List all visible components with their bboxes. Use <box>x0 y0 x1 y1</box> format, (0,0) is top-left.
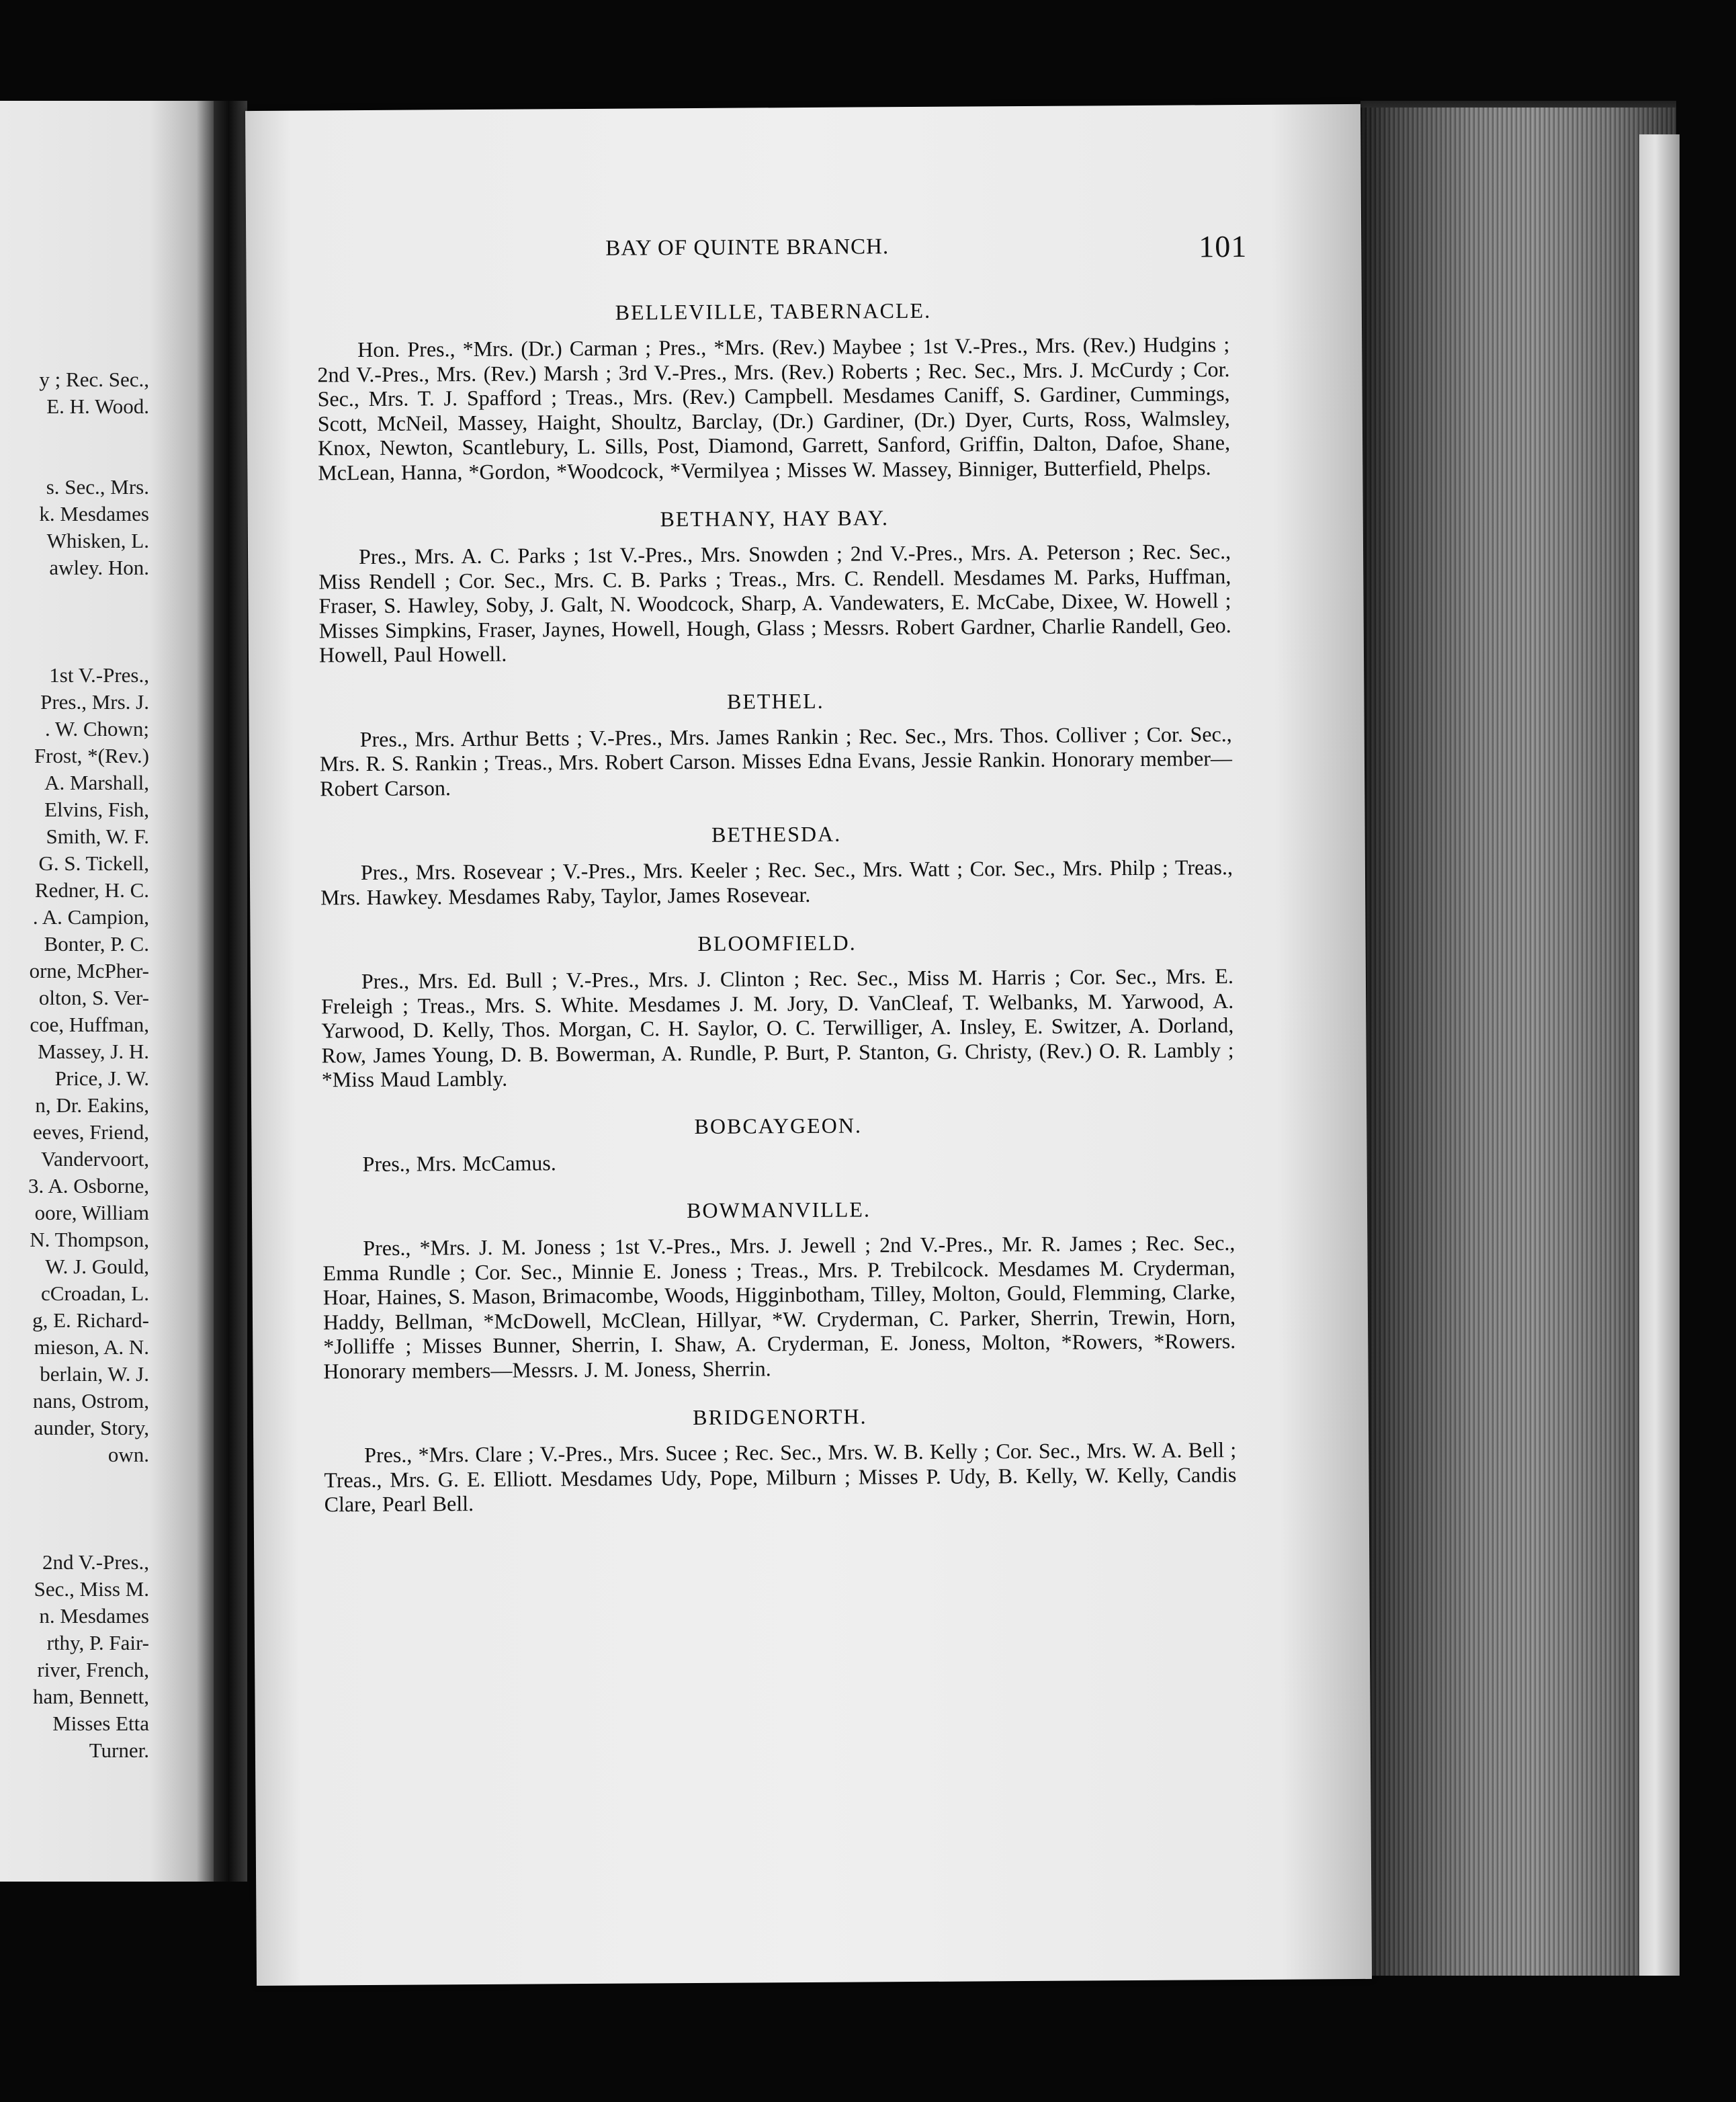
back-cover-edge <box>1639 134 1680 1976</box>
previous-page-line: g, E. Richard- <box>32 1308 149 1332</box>
section-heading: BRIDGENORTH. <box>693 1404 867 1430</box>
section-belleville-tabernacle <box>317 296 1231 485</box>
previous-page-line: s. Sec., Mrs. <box>46 475 149 499</box>
previous-page-line: Elvins, Fish, <box>44 798 149 821</box>
section-bobcaygeon <box>322 1111 1235 1177</box>
previous-page-line: 3. A. Osborne, <box>28 1174 149 1197</box>
previous-page-line: cCroadan, L. <box>41 1281 149 1305</box>
previous-page-line: Turner. <box>89 1738 149 1762</box>
section-text: Pres., Mrs. McCamus. <box>362 1150 556 1176</box>
previous-page-line: n, Dr. Eakins, <box>35 1093 149 1117</box>
previous-page-line: Vandervoort, <box>41 1147 149 1171</box>
section-heading: BELLEVILLE, TABERNACLE. <box>615 298 932 325</box>
section-text: Pres., *Mrs. J. M. Joness ; 1st V.-Pres., Mrs. J. Jewell ; 2nd V.-Pres., Mr. R. James ; Rec. Sec., Emma Rundle ; Cor. Sec., Minnie E. Joness ; Treas., Mrs. P. Trebilcock. Mesdames M. Cryderman, Hoar, Haines, S. Mason, Brimacombe, Woods, Higginbotham, Tilley, Molton, Gould, Flemming, Clarke, Haddy, Bellman, *McDowell, McClean, Hillyar, *W. Cryderman, C. Parker, Sherrin, Trewin, Horn, *Jolliffe ; Misses Bunner, Sherrin, I. Shaw, A. Cryderman, E. Joness, Molton, *Rowers, *Rowers. Honorary members—Messrs. J. M. Joness, Sherrin. <box>322 1230 1236 1383</box>
previous-page <box>0 101 214 1882</box>
section-text: Pres., Mrs. A. C. Parks ; 1st V.-Pres., Mrs. Snowden ; 2nd V.-Pres., Mrs. A. Peterson ; Rec. Sec., Miss Rendell ; Cor. Sec., Mrs. C. B. Parks ; Treas., Mrs. C. Rendell. Mesdames M. Parks, Huffman, Fraser, S. Hawley, Soby, J. Galt, N. Woodcock, Sharp, A. Vandewaters, E. McCabe, Dixee, W. Howell ; Misses Simpkins, Fraser, Jaynes, Howell, Hough, Glass ; Messrs. Robert Gardner, Charlie Randell, Geo. Howell, Paul Howell. <box>318 539 1231 667</box>
section-bloomfield <box>320 928 1233 1092</box>
section-heading: BETHANY, HAY BAY. <box>660 505 889 532</box>
previous-page-line: oore, William <box>34 1201 149 1224</box>
previous-page-line: own. <box>107 1443 149 1466</box>
previous-page-line: Smith, W. F. <box>46 825 149 848</box>
previous-page-line: y ; Rec. Sec., <box>39 368 149 391</box>
section-heading: BOWMANVILLE. <box>687 1197 871 1223</box>
previous-page-line: n. Mesdames <box>39 1604 149 1628</box>
previous-page-line: . A. Campion, <box>32 905 149 929</box>
previous-page-line: Sec., Miss M. <box>34 1577 149 1601</box>
previous-page-line: ham, Bennett, <box>32 1685 149 1708</box>
previous-page-line: W. J. Gould, <box>45 1255 149 1278</box>
page-content <box>317 296 1237 1541</box>
previous-page-line: A. Marshall, <box>44 771 149 794</box>
previous-page-line: berlain, W. J. <box>40 1362 149 1386</box>
section-heading: BETHEL. <box>726 688 824 714</box>
previous-page-line: coe, Huffman, <box>30 1013 149 1036</box>
previous-page-line: eeves, Friend, <box>32 1120 149 1144</box>
section-text: Pres., Mrs. Rosevear ; V.-Pres., Mrs. Keeler ; Rec. Sec., Mrs. Watt ; Cor. Sec., Mrs. Philp ; Treas., Mrs. Hawkey. Mesdames Raby, Taylor, James Rosevear. <box>320 855 1233 909</box>
section-bethany-hay-bay <box>318 503 1231 667</box>
previous-page-line: aunder, Story, <box>34 1416 149 1439</box>
previous-page-line: k. Mesdames <box>39 502 149 526</box>
running-head <box>246 228 1361 264</box>
previous-page-line: river, French, <box>37 1658 149 1681</box>
previous-page-line: Whisken, L. <box>46 529 149 552</box>
section-bridgenorth <box>324 1402 1237 1517</box>
section-heading: BOBCAYGEON. <box>694 1112 863 1138</box>
previous-page-line: mieson, A. N. <box>34 1335 149 1359</box>
book-gutter <box>214 101 247 1882</box>
section-text: Pres., Mrs. Ed. Bull ; V.-Pres., Mrs. J. Clinton ; Rec. Sec., Miss M. Harris ; Cor. Sec., Mrs. E. Freleigh ; Treas., Mrs. S. White. Mesdames J. M. Jory, D. VanCleaf, T. Welbanks, M. Yarwood, A. Yarwood, D. Kelly, Thos. Morgan, C. H. Saylor, O. C. Terwilliger, A. Insley, E. Switzer, A. Dorland, Row, James Young, D. B. Bowerman, A. Rundle, P. Burt, P. Stanton, G. Christy, (Rev.) O. R. Lambly ; *Miss Maud Lambly. <box>321 964 1234 1092</box>
page-101 <box>245 104 1372 1986</box>
previous-page-line: Frost, *(Rev.) <box>34 744 149 767</box>
section-text: Pres., Mrs. Arthur Betts ; V.-Pres., Mrs. James Rankin ; Rec. Sec., Mrs. Thos. Colliver ; Cor. Sec., Mrs. R. S. Rankin ; Treas., Mrs. Robert Carson. Misses Edna Evans, Jessie Rankin. Honorary member—Robert Carson. <box>319 721 1233 800</box>
section-bethesda <box>320 819 1233 909</box>
previous-page-line: Bonter, P. C. <box>44 932 149 956</box>
previous-page-line: awley. Hon. <box>49 556 149 579</box>
previous-page-line: Pres., Mrs. J. <box>40 690 149 714</box>
previous-page-line: Price, J. W. <box>54 1066 149 1090</box>
previous-page-line: orne, McPher- <box>29 959 149 982</box>
section-bethel <box>319 686 1232 801</box>
previous-page-line: . W. Chown; <box>44 717 149 741</box>
previous-page-line: olton, S. Ver- <box>38 986 149 1009</box>
section-heading: BLOOMFIELD. <box>697 930 857 956</box>
previous-page-line: N. Thompson, <box>30 1228 149 1251</box>
page-number: 101 <box>1199 228 1248 264</box>
page-edges <box>1360 108 1676 1976</box>
section-text: Pres., *Mrs. Clare ; V.-Pres., Mrs. Sucee ; Rec. Sec., Mrs. W. B. Kelly ; Cor. Sec., Mrs. W. A. Bell ; Treas., Mrs. G. E. Elliott. Mesdames Udy, Pope, Milburn ; Misses P. Udy, B. Kelly, W. Kelly, Candis Clare, Pearl Bell. <box>324 1437 1237 1517</box>
section-bowmanville <box>322 1195 1236 1383</box>
previous-page-line: E. H. Wood. <box>46 394 149 418</box>
previous-page-line: nans, Ostrom, <box>32 1389 149 1413</box>
running-title: BAY OF QUINTE BRANCH. <box>605 235 889 261</box>
previous-page-line: Misses Etta <box>52 1712 149 1735</box>
previous-page-line: rthy, P. Fair- <box>46 1631 149 1654</box>
section-heading: BETHESDA. <box>711 821 842 847</box>
section-text: Hon. Pres., *Mrs. (Dr.) Carman ; Pres., *Mrs. (Rev.) Maybee ; 1st V.-Pres., Mrs. (Rev.) Hudgins ; 2nd V.-Pres., Mrs. (Rev.) Marsh ; 3rd V.-Pres., Mrs. (Rev.) Roberts ; Rec. Sec., Mrs. J. McCurdy ; Cor. Sec., Mrs. T. J. Spafford ; Treas., Mrs. (Rev.) Campbell. Mesdames Caniff, S. Gardiner, Cummings, Scott, McNeil, Massey, Haight, Shoultz, Barclay, (Dr.) Gardiner, (Dr.) Dyer, Curts, Ross, Walmsley, Knox, Newton, Scantlebury, L. Sills, Post, Diamond, Garrett, Sanford, Griffin, Dalton, Dafoe, Shane, McLean, Hanna, *Gordon, *Woodcock, *Vermilyea ; Misses W. Massey, Binniger, Butterfield, Phelps. <box>317 332 1231 485</box>
previous-page-line: 1st V.-Pres., <box>49 663 149 687</box>
previous-page-line: 2nd V.-Pres., <box>42 1550 149 1574</box>
previous-page-line: G. S. Tickell, <box>38 851 149 875</box>
previous-page-line: Redner, H. C. <box>34 878 149 902</box>
previous-page-line: Massey, J. H. <box>38 1040 149 1063</box>
